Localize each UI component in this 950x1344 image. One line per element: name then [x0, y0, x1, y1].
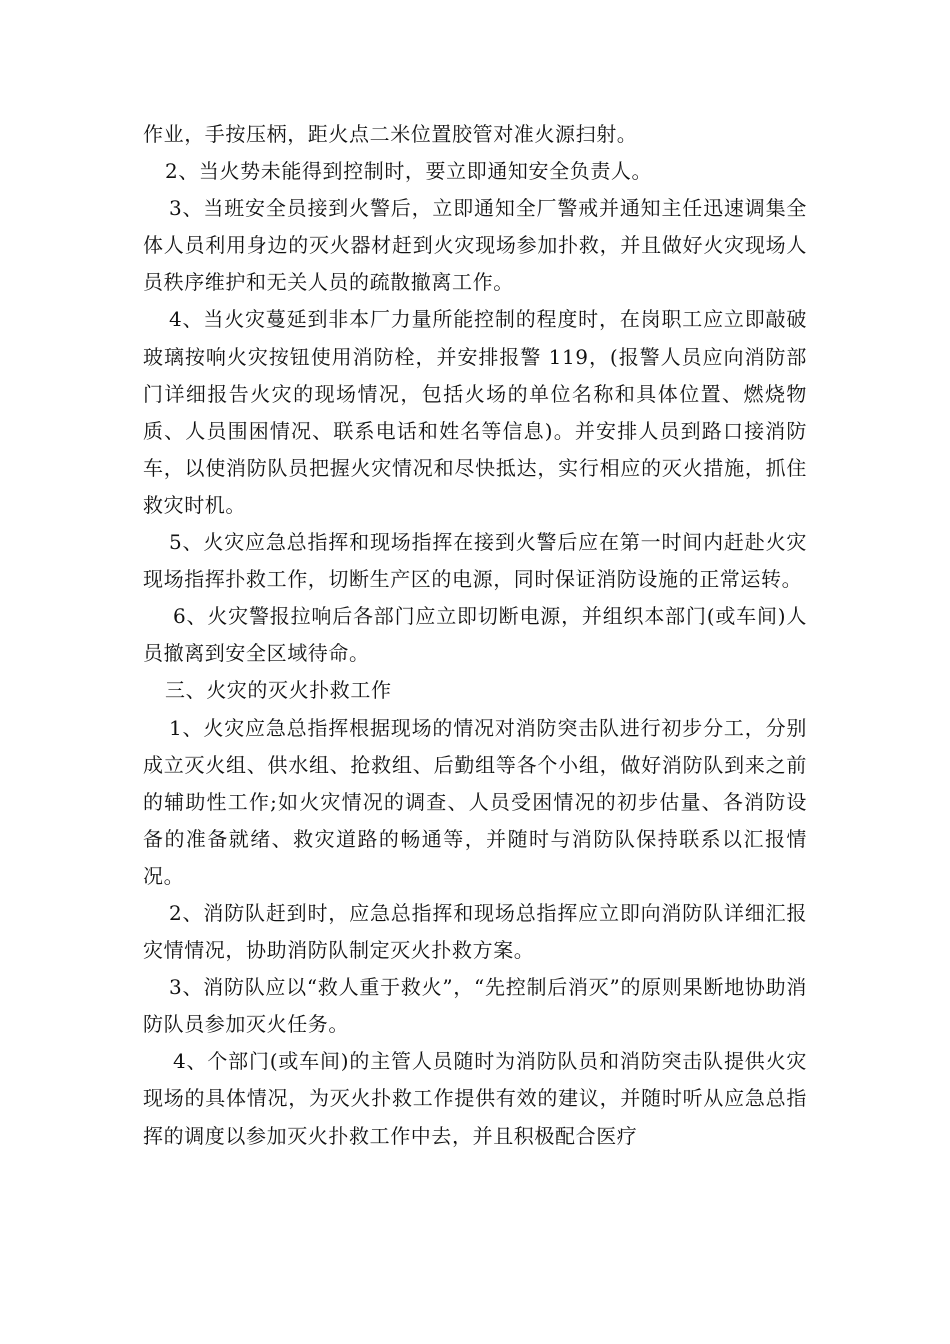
- paragraph-item-6: 6、火灾警报拉响后各部门应立即切断电源，并组织本部门(或车间)人员撤离到安全区域待命。: [143, 604, 807, 666]
- paragraph-section3-item-1: 1、火灾应急总指挥根据现场的情况对消防突击队进行初步分工，分别成立灭火组、供水组、抢救组、后勤组等各个小组，做好消防队到来之前的辅助性工作;如火灾情况的调查、人员受困情况的初步估量、各消防设备的准备就绪、救灾道路的畅通等，并随时与消防队保持联系以汇报情况。: [143, 715, 807, 888]
- paragraph-item-2: 2、当火势未能得到控制时，要立即通知安全负责人。: [165, 159, 653, 184]
- document-body: [143, 116, 807, 1155]
- paragraph-section3-item-2: 2、消防队赶到时，应急总指挥和现场总指挥应立即向消防队详细汇报灾情情况，协助消防队制定灭火扑救方案。: [143, 900, 807, 963]
- paragraph-item-5: 5、火灾应急总指挥和现场指挥在接到火警后应在第一时间内赶赴火灾现场指挥扑救工作，切断生产区的电源，同时保证消防设施的正常运转。: [143, 530, 807, 592]
- paragraph-item-3: 3、当班安全员接到火警后，立即通知全厂警戒并通知主任迅速调集全体人员利用身边的灭火器材赶到火灾现场参加扑救，并且做好火灾现场人员秩序维护和无关人员的疏散撤离工作。: [143, 196, 807, 295]
- paragraph-section3-item-4: 4、个部门(或车间)的主管人员随时为消防队员和消防突击队提供火灾现场的具体情况，为灭火扑救工作提供有效的建议，并随时听从应急总指挥的调度以参加灭火扑救工作中去，并且积极配合医疗: [143, 1049, 807, 1148]
- paragraph-item-4: 4、当火灾蔓延到非本厂力量所能控制的程度时，在岗职工应立即敲破玻璃按响火灾按钮使用消防栓，并安排报警 119，(报警人员应向消防部门详细报告火灾的现场情况，包括火场的单位名称和具体位置、燃烧物质、人员围困情况、联系电话和姓名等信息)。并安排人员到路口接消防车，以使消防队员把握火灾情况和尽快抵达，实行相应的灭火措施，抓住救灾时机。: [143, 307, 807, 517]
- paragraph-continuation: 作业，手按压柄，距火点二米位置胶管对准火源扫射。: [143, 122, 638, 146]
- section-heading: 三、火灾的灭火扑救工作: [165, 678, 392, 703]
- paragraph-section3-item-3: 3、消防队应以“救人重于救火”，“先控制后消灭”的原则果断地协助消防队员参加灭火任务。: [143, 975, 807, 1037]
